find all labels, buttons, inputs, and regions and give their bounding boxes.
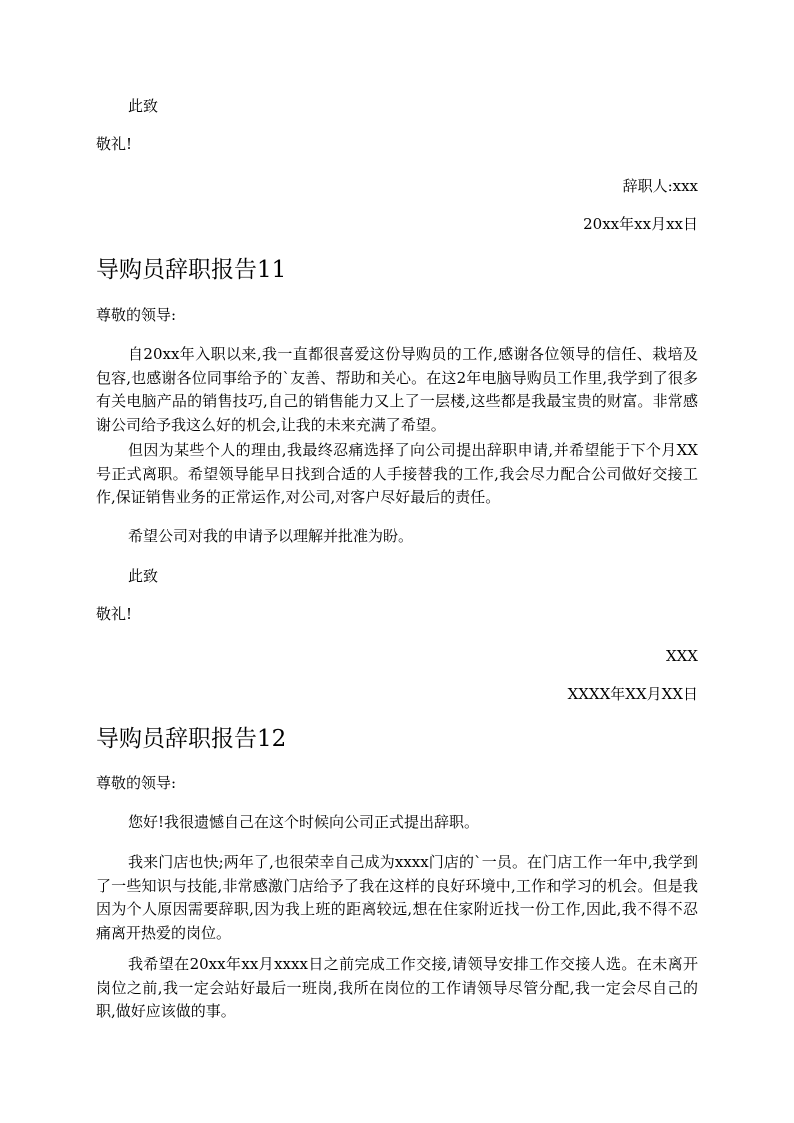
- section-title: 导购员辞职报告12: [96, 726, 287, 752]
- date-text: XXXX年XX月XX日: [567, 685, 698, 703]
- closing-text: 此致: [128, 97, 159, 115]
- body-paragraph: 我希望在20xx年xx月xxxx日之前完成工作交接,请领导安排工作交接人选。在未离开岗位之前,我一定会站好最后一班岗,我所在岗位的工作请领导尽管分配,我一定会尽自己的职,做好应该做的事。: [96, 955, 698, 1020]
- body-paragraph: 但因为某些个人的理由,我最终忍痛选择了向公司提出辞职申请,并希望能于下个月XX号正式离职。希望领导能早日找到合适的人手接替我的工作,我会尽力配合公司做好交接工作,保证销售业务的正常运作,对公司,对客户尽好最后的责任。: [96, 441, 698, 506]
- salute-text: 敬礼!: [96, 605, 133, 623]
- body-paragraph: 自20xx年入职以来,我一直都很喜爱这份导购员的工作,感谢各位领导的信任、栽培及包容,也感谢各位同事给予的`友善、帮助和关心。在这2年电脑导购员工作里,我学到了很多有关电脑产品的销售技巧,自己的销售能力又上了一层楼,这些都是我最宝贵的财富。非常感谢公司给予我这么好的机会,让我的未来充满了希望。: [96, 345, 698, 434]
- body-paragraph: 希望公司对我的申请予以理解并批准为盼。: [128, 527, 414, 545]
- section-title: 导购员辞职报告11: [96, 257, 287, 283]
- greeting-text: 尊敬的领导:: [96, 774, 177, 792]
- closing-text: 此致: [128, 567, 159, 585]
- signature-text: XXX: [665, 647, 698, 665]
- greeting-text: 尊敬的领导:: [96, 306, 177, 324]
- body-paragraph: 您好!我很遗憾自己在这个时候向公司正式提出辞职。: [128, 813, 480, 831]
- date-text: 20xx年xx月xx日: [583, 215, 698, 233]
- signature-text: 辞职人:xxx: [622, 177, 698, 195]
- salute-text: 敬礼!: [96, 135, 133, 153]
- body-paragraph: 我来门店也快;两年了,也很荣幸自己成为xxxx门店的`一员。在门店工作一年中,我学到了一些知识与技能,非常感激门店给予了我在这样的良好环境中,工作和学习的机会。但是我因为个人原因需要辞职,因为我上班的距离较远,想在住家附近找一份工作,因此,我不得不忍痛离开热爱的岗位。: [96, 853, 698, 942]
